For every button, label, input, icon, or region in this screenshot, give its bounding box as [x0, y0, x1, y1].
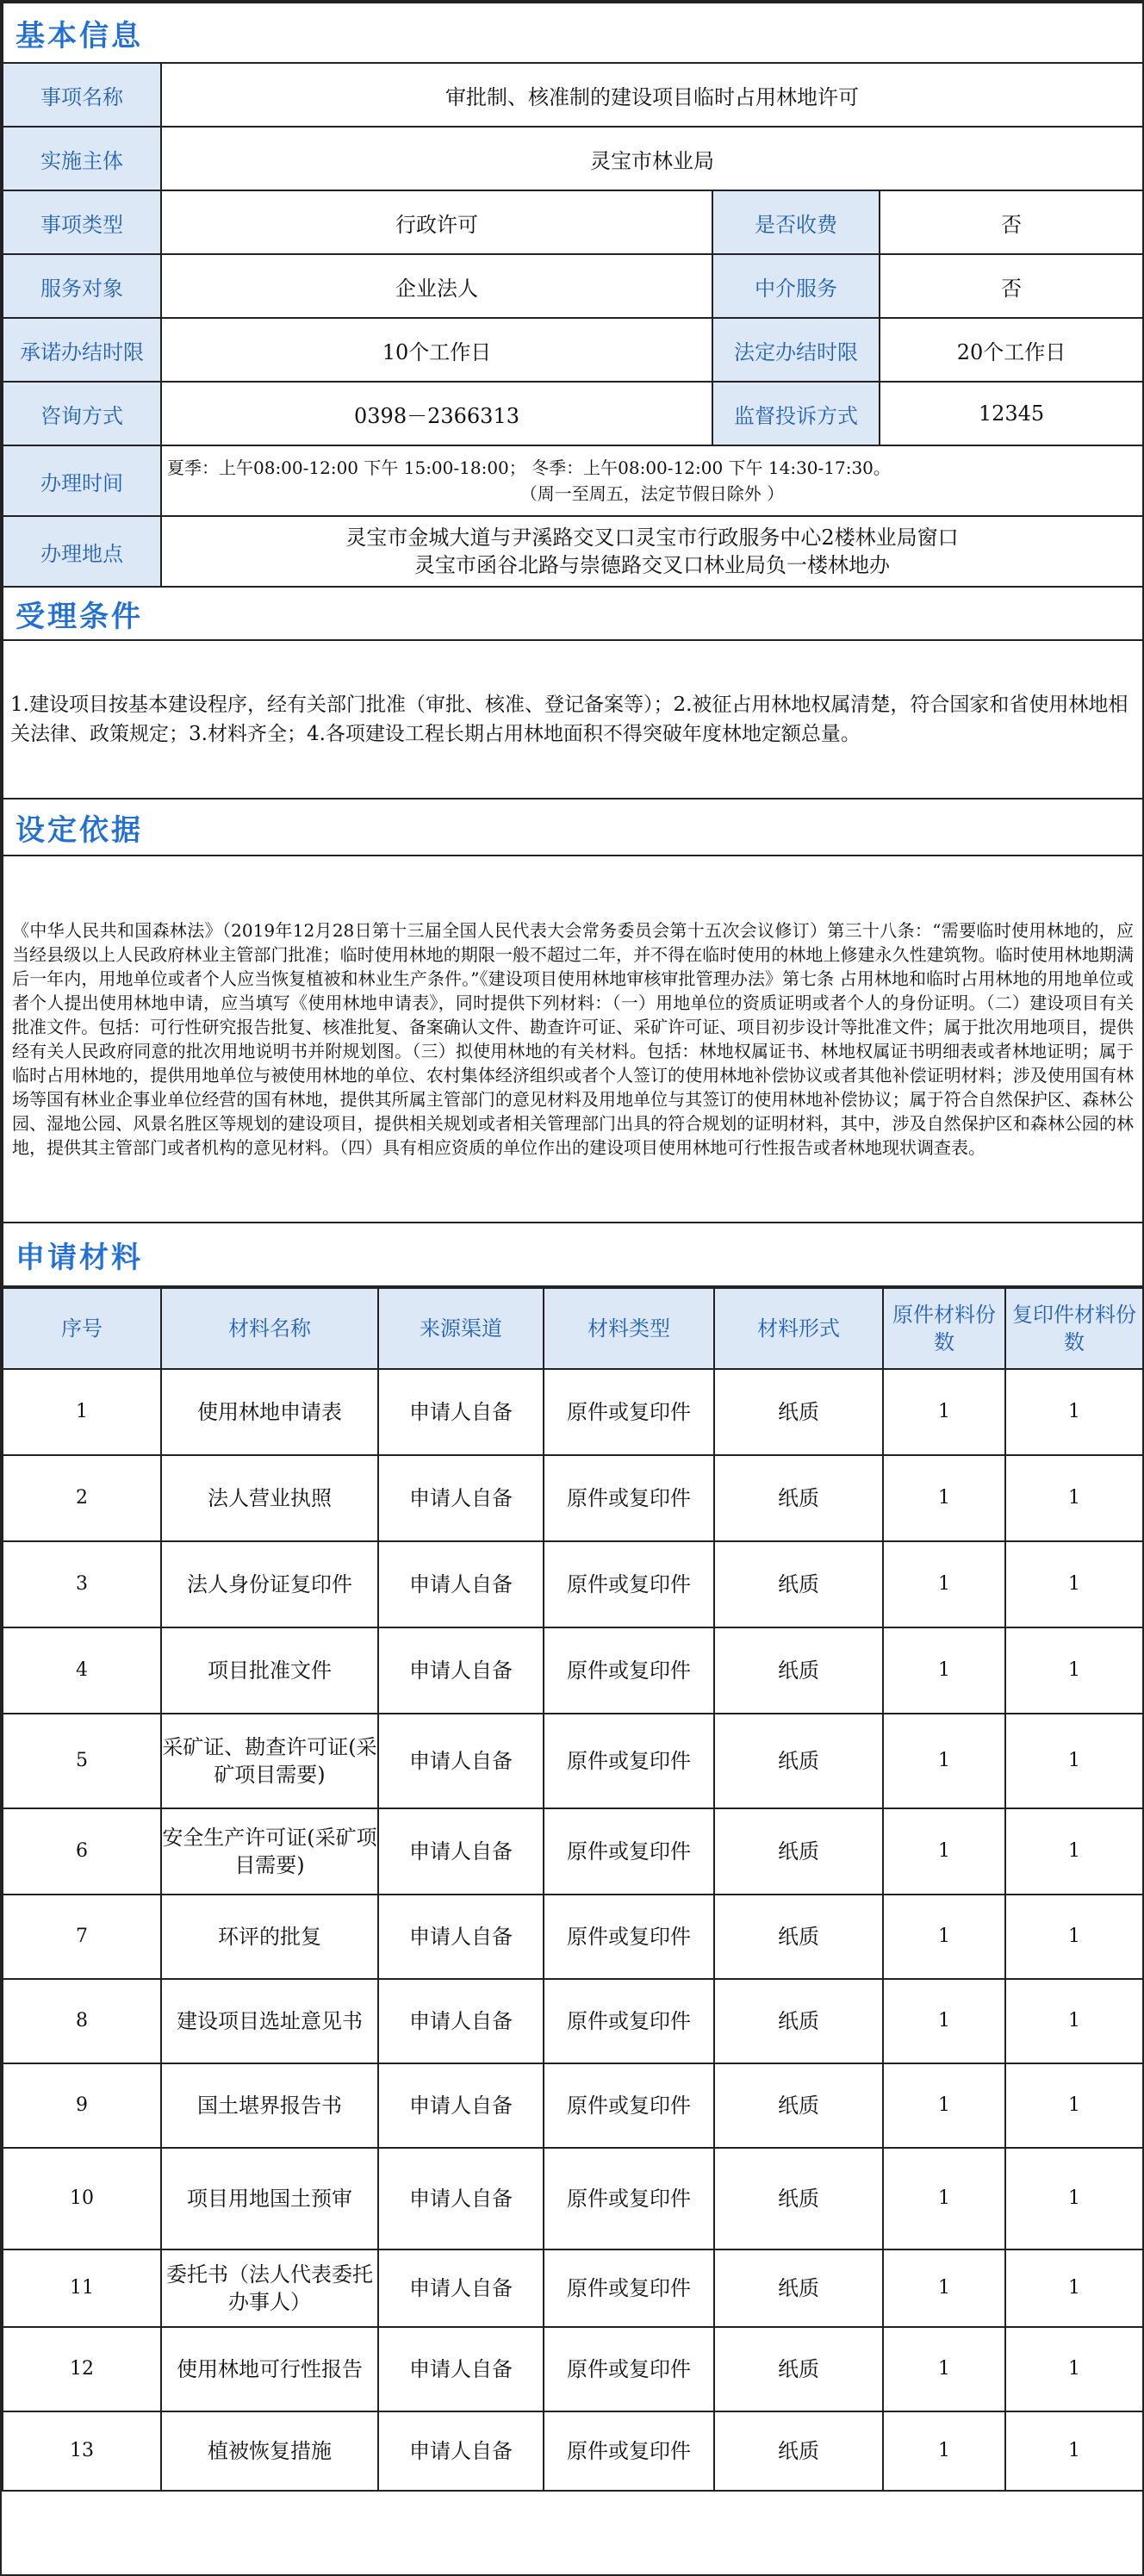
hours-label: 办理时间	[3, 445, 161, 516]
hours-line-2: （周一至周五，法定节假日除外 ）	[519, 483, 785, 504]
row-form: 纸质	[714, 1808, 883, 1895]
row-index: 4	[3, 1627, 161, 1714]
row-form: 纸质	[714, 2148, 883, 2249]
row-original-count: 1	[883, 2148, 1005, 2249]
row-original-count: 1	[883, 2411, 1005, 2491]
row-source: 申请人自备	[378, 1714, 544, 1808]
row-index: 9	[3, 2063, 161, 2148]
row-source: 申请人自备	[378, 1541, 544, 1627]
table-row	[3, 1714, 1143, 1808]
consult-value: 0398－2366313	[161, 382, 712, 445]
agency-value: 否	[880, 254, 1143, 318]
row-copy-count: 1	[1005, 1979, 1143, 2063]
row-material-name: 法人营业执照	[161, 1455, 378, 1541]
fee-label: 是否收费	[712, 190, 880, 254]
address-value	[161, 516, 1143, 587]
row-source: 申请人自备	[378, 1369, 544, 1455]
row-form: 纸质	[714, 2249, 883, 2327]
materials-title: 申请材料	[3, 1223, 1143, 1286]
conditions-text: 1.建设项目按基本建设程序，经有关部门批准（审批、核准、登记备案等）；2.被征占用林地权属清楚，符合国家和省使用林地相关法律、政策规定；3.材料齐全；4.各项建设工程长期占用林地面积不得突破年度林地定额总量。	[3, 640, 1143, 799]
hours-value	[161, 445, 1143, 516]
row-index: 10	[3, 2148, 161, 2249]
complaint-label: 监督投诉方式	[712, 382, 880, 445]
row-original-count: 1	[883, 1541, 1005, 1627]
basic-info-table	[2, 2, 1144, 1287]
row-copy-count: 1	[1005, 1895, 1143, 1979]
row-material-name: 安全生产许可证(采矿项目需要)	[161, 1808, 378, 1895]
row-material-name: 项目批准文件	[161, 1627, 378, 1714]
row-type: 原件或复印件	[544, 1369, 714, 1455]
row-original-count: 1	[883, 2249, 1005, 2327]
row-form: 纸质	[714, 1627, 883, 1714]
header-index: 序号	[3, 1288, 161, 1369]
row-form: 纸质	[714, 1895, 883, 1979]
row-original-count: 1	[883, 1808, 1005, 1895]
consult-label: 咨询方式	[3, 382, 161, 445]
row-source: 申请人自备	[378, 2148, 544, 2249]
row-form: 纸质	[714, 1541, 883, 1627]
basis-text: 《中华人民共和国森林法》（2019年12月28日第十三届全国人民代表大会常务委员会第十五次会议修订）第三十八条：“需要临时使用林地的，应当经县级以上人民政府林业主管部门批准；临时使用林地的期限一般不超过二年，并不得在临时使用的林地上修建永久性建筑物。临时使用林地期满后一年内，用地单位或者个人应当恢复植被和林业生产条件。”《建设项目使用林地审核审批管理办法》第七条 占用林地和临时占用林地的用地单位或者个人提出使用林地申请，应当填写《使用林地申请表》，同时提供下列材料：（一）用地单位的资质证明或者个人的身份证明。（二）建设项目有关批准文件。包括：可行性研究报告批复、核准批复、备案确认文件、勘查许可证、采矿许可证、项目初步设计等批准文件；属于批次用地项目，提供经有关人民政府同意的批次用地说明书并附规划图。（三）拟使用林地的有关材料。包括：林地权属证书、林地权属证书明细表或者林地证明；属于临时占用林地的，提供用地单位与被使用林地的单位、农村集体经济组织或者个人签订的使用林地补偿协议或者其他补偿证明材料；涉及使用国有林场等国有林业企事业单位经营的国有林地，提供其所属主管部门的意见材料及用地单位与其签订的使用林地补偿协议；属于符合自然保护区、森林公园、湿地公园、风景名胜区等规划的建设项目，提供相关规划或者相关管理部门出具的符合规划的证明材料，其中，涉及自然保护区和森林公园的林地，提供其主管部门或者机构的意见材料。（四）具有相应资质的单位作出的建设项目使用林地可行性报告或者林地现状调查表。	[3, 856, 1143, 1223]
table-row	[3, 2327, 1143, 2411]
row-index: 6	[3, 1808, 161, 1895]
row-material-name: 法人身份证复印件	[161, 1541, 378, 1627]
type-value: 行政许可	[161, 190, 712, 254]
header-copy-count: 复印件材料份数	[1005, 1288, 1143, 1369]
materials-header-row	[3, 1288, 1143, 1369]
promise-label: 承诺办结时限	[3, 318, 161, 382]
header-name: 材料名称	[161, 1288, 378, 1369]
row-form: 纸质	[714, 1369, 883, 1455]
row-form: 纸质	[714, 2063, 883, 2148]
table-row	[3, 1541, 1143, 1627]
row-material-name: 采矿证、勘查许可证(采矿项目需要)	[161, 1714, 378, 1808]
row-source: 申请人自备	[378, 2063, 544, 2148]
header-type: 材料类型	[544, 1288, 714, 1369]
row-copy-count: 1	[1005, 1455, 1143, 1541]
type-label: 事项类型	[3, 190, 161, 254]
row-type: 原件或复印件	[544, 2411, 714, 2491]
row-original-count: 1	[883, 2063, 1005, 2148]
table-row	[3, 1369, 1143, 1455]
table-row	[3, 1808, 1143, 1895]
row-material-name: 建设项目选址意见书	[161, 1979, 378, 2063]
row-original-count: 1	[883, 1714, 1005, 1808]
row-type: 原件或复印件	[544, 2327, 714, 2411]
row-original-count: 1	[883, 1627, 1005, 1714]
row-material-name: 使用林地可行性报告	[161, 2327, 378, 2411]
row-type: 原件或复印件	[544, 1455, 714, 1541]
row-material-name: 使用林地申请表	[161, 1369, 378, 1455]
row-material-name: 项目用地国土预审	[161, 2148, 378, 2249]
row-original-count: 1	[883, 1455, 1005, 1541]
conditions-title: 受理条件	[3, 587, 1143, 640]
table-row	[3, 1979, 1143, 2063]
subject-label: 实施主体	[3, 127, 161, 190]
row-original-count: 1	[883, 1369, 1005, 1455]
row-form: 纸质	[714, 2327, 883, 2411]
row-original-count: 1	[883, 1979, 1005, 2063]
legal-value: 20个工作日	[880, 318, 1143, 382]
row-copy-count: 1	[1005, 2249, 1143, 2327]
row-source: 申请人自备	[378, 1808, 544, 1895]
basis-title: 设定依据	[3, 799, 1143, 856]
row-source: 申请人自备	[378, 2327, 544, 2411]
row-material-name: 委托书（法人代表委托办事人）	[161, 2249, 378, 2327]
row-copy-count: 1	[1005, 2411, 1143, 2491]
header-original-count: 原件材料份数	[883, 1288, 1005, 1369]
item-name-value: 审批制、核准制的建设项目临时占用林地许可	[161, 63, 1143, 127]
row-index: 12	[3, 2327, 161, 2411]
complaint-value: 12345	[880, 382, 1143, 445]
row-type: 原件或复印件	[544, 1714, 714, 1808]
row-form: 纸质	[714, 1979, 883, 2063]
table-row	[3, 1455, 1143, 1541]
legal-label: 法定办结时限	[712, 318, 880, 382]
row-original-count: 1	[883, 2327, 1005, 2411]
address-line-2: 灵宝市函谷北路与崇德路交叉口林业局负一楼林地办	[414, 553, 890, 577]
row-source: 申请人自备	[378, 1455, 544, 1541]
row-index: 5	[3, 1714, 161, 1808]
row-index: 11	[3, 2249, 161, 2327]
row-source: 申请人自备	[378, 2249, 544, 2327]
agency-label: 中介服务	[712, 254, 880, 318]
row-type: 原件或复印件	[544, 1627, 714, 1714]
row-copy-count: 1	[1005, 1627, 1143, 1714]
address-label: 办理地点	[3, 516, 161, 587]
hours-line-1: 夏季：上午08:00-12:00 下午 15:00-18:00； 冬季：上午08:00-12:00 下午 14:30-17:30。	[167, 457, 891, 478]
table-row	[3, 2249, 1143, 2327]
row-type: 原件或复印件	[544, 2063, 714, 2148]
table-row	[3, 1627, 1143, 1714]
row-index: 8	[3, 1979, 161, 2063]
row-type: 原件或复印件	[544, 1895, 714, 1979]
row-index: 2	[3, 1455, 161, 1541]
row-index: 1	[3, 1369, 161, 1455]
row-source: 申请人自备	[378, 1895, 544, 1979]
target-value: 企业法人	[161, 254, 712, 318]
promise-value: 10个工作日	[161, 318, 712, 382]
row-type: 原件或复印件	[544, 2249, 714, 2327]
table-row	[3, 1895, 1143, 1979]
row-material-name: 环评的批复	[161, 1895, 378, 1979]
row-copy-count: 1	[1005, 2148, 1143, 2249]
row-copy-count: 1	[1005, 1369, 1143, 1455]
row-source: 申请人自备	[378, 1627, 544, 1714]
row-form: 纸质	[714, 1714, 883, 1808]
subject-value: 灵宝市林业局	[161, 127, 1143, 190]
row-copy-count: 1	[1005, 2063, 1143, 2148]
row-type: 原件或复印件	[544, 1541, 714, 1627]
row-copy-count: 1	[1005, 1808, 1143, 1895]
row-index: 3	[3, 1541, 161, 1627]
table-row	[3, 2148, 1143, 2249]
row-material-name: 植被恢复措施	[161, 2411, 378, 2491]
row-type: 原件或复印件	[544, 1808, 714, 1895]
basic-info-title: 基本信息	[3, 3, 1143, 63]
row-type: 原件或复印件	[544, 2148, 714, 2249]
row-form: 纸质	[714, 2411, 883, 2491]
row-source: 申请人自备	[378, 2411, 544, 2491]
row-copy-count: 1	[1005, 1714, 1143, 1808]
row-material-name: 国土堪界报告书	[161, 2063, 378, 2148]
table-row	[3, 2063, 1143, 2148]
row-index: 13	[3, 2411, 161, 2491]
row-original-count: 1	[883, 1895, 1005, 1979]
address-line-1: 灵宝市金城大道与尹溪路交叉口灵宝市行政服务中心2楼林业局窗口	[345, 526, 959, 550]
row-index: 7	[3, 1895, 161, 1979]
row-copy-count: 1	[1005, 1541, 1143, 1627]
table-row	[3, 2411, 1143, 2491]
row-type: 原件或复印件	[544, 1979, 714, 2063]
target-label: 服务对象	[3, 254, 161, 318]
header-form: 材料形式	[714, 1288, 883, 1369]
row-source: 申请人自备	[378, 1979, 544, 2063]
header-source: 来源渠道	[378, 1288, 544, 1369]
fee-value: 否	[880, 190, 1143, 254]
materials-table	[2, 1287, 1144, 2492]
row-copy-count: 1	[1005, 2327, 1143, 2411]
item-name-label: 事项名称	[3, 63, 161, 127]
row-form: 纸质	[714, 1455, 883, 1541]
